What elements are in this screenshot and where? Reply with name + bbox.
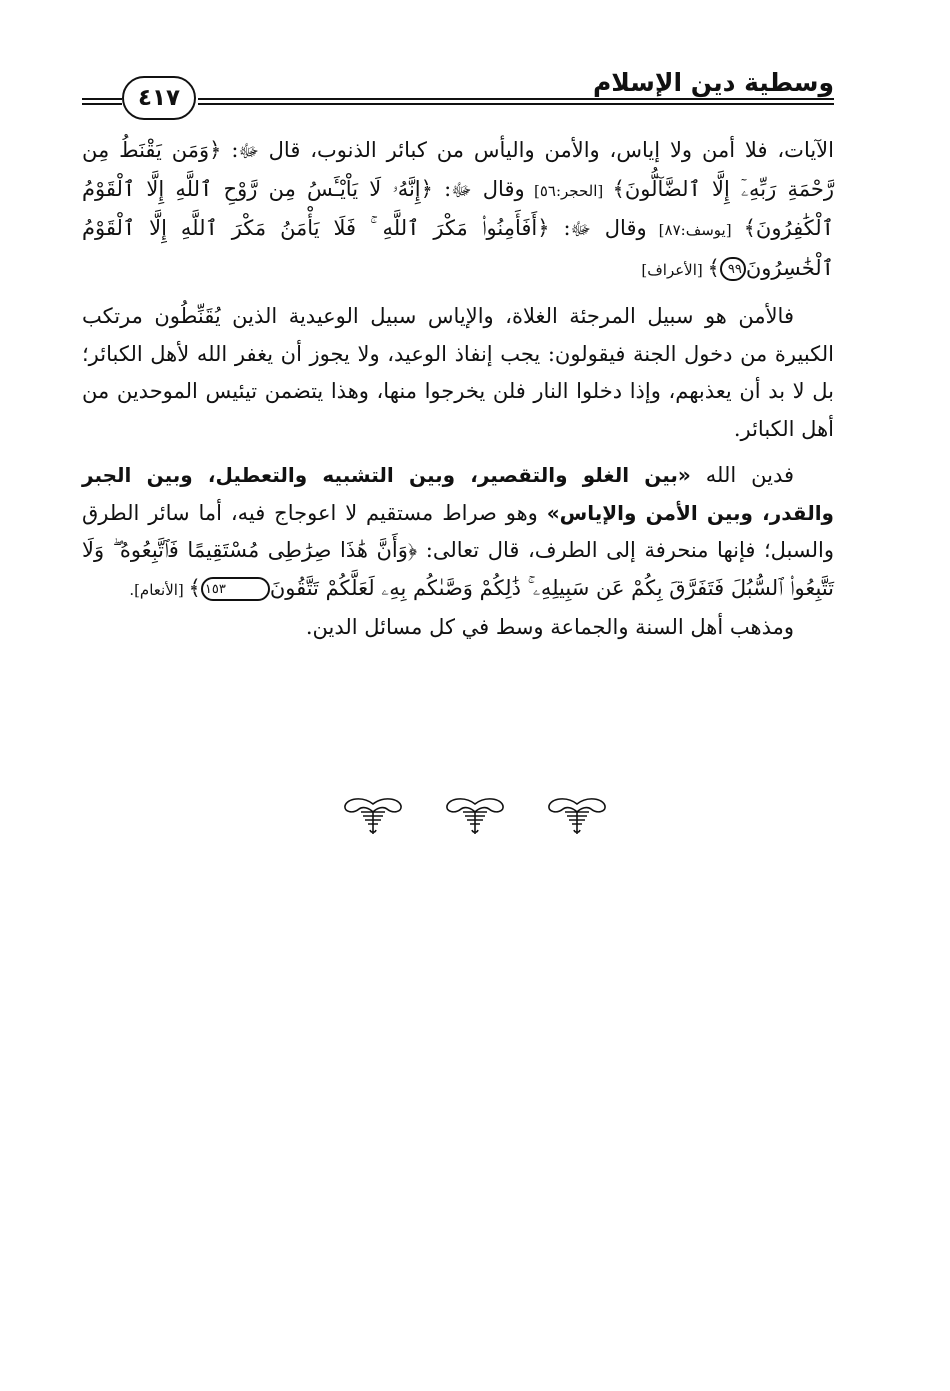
quran-verse: ﴿إِنَّهُۥ لَا يَاْيْـَٔسُ مِن رَّوْحِ ٱللَّهِ إِلَّا ٱلْقَوْمُ ٱلْكَٰفِرُونَ﴾: [82, 176, 834, 240]
header-rule: [82, 98, 122, 100]
text-run: فدين الله: [690, 463, 795, 487]
fleuron-icon: [443, 796, 507, 838]
header-rule: [198, 98, 834, 100]
ayah-number: ١٥٣: [201, 577, 270, 601]
quoted-text: «بين الغلو والتقصير، وبين التشبيه والتعطيل، وبين الجبر والقدر، وبين الأمن والإياس»: [82, 463, 834, 525]
text-run: :: [549, 216, 571, 240]
text-run: الآيات، فلا أمن ولا إياس، والأمن واليأس من كبائر الذنوب، قال: [258, 138, 834, 162]
paragraph: [82, 132, 834, 289]
text-run: :: [221, 138, 239, 162]
page-body: [82, 132, 834, 647]
header-rule: [82, 103, 122, 105]
header-title: وسطية دين الإسلام: [592, 68, 834, 97]
paragraph: [82, 609, 834, 647]
ayah-number: ٩٩: [720, 257, 746, 281]
text-run: فالأمن هو سبيل المرجئة الغلاة، والإياس سبيل الوعيدية الذين يُقَنِّطُون مرتكب الكبيرة من دخول الجنة فيقولون: يجب إنفاذ الوعيد، ولا يجوز أن يغفر الله لأهل الكبائر؛ بل لا بد أن يعذبهم، وإذا دخلوا النار فلن يخرجوا منها، وهذا يتضمن تيئيس الموحدين من أهل الكبائر.: [82, 304, 834, 441]
paragraph: [82, 298, 834, 448]
header-rule: [198, 103, 834, 105]
quran-verse: ﴾: [188, 575, 201, 600]
verse-reference: [الحجر:٥٦]: [524, 181, 613, 200]
paragraph: [82, 457, 834, 609]
text-run: وقال: [471, 176, 525, 201]
quran-verse: ﴿أَفَأَمِنُوا۟ مَكْرَ ٱللَّهِ ۚ فَلَا يَأْمَنُ مَكْرَ ٱللَّهِ إِلَّا ٱلْقَوْمُ ٱلْخَٰسِرُونَ: [82, 216, 834, 280]
honorific-symbol: ﷻ: [570, 219, 591, 240]
section-end-ornaments: [0, 796, 950, 838]
verse-reference: [يوسف:٨٧]: [646, 221, 744, 239]
quran-verse: ﴿وَمَن يَقْنَطُ مِن رَّحْمَةِ رَبِّهِۦٓ إِلَّا ٱلضَّآلُّونَ﴾: [82, 138, 835, 201]
text-run: وقال: [590, 216, 647, 240]
quran-verse: ﴿وَأَنَّ هَٰذَا صِرَٰطِى مُسْتَقِيمًا فَٱتَّبِعُوهُ ۖ وَلَا تَتَّبِعُوا۟ ٱلسُّبُلَ فَتَفَرَّقَ بِكُمْ عَن سَبِيلِهِۦ ۚ ذَٰلِكُمْ وَصَّىٰكُم بِهِۦ لَعَلَّكُمْ تَتَّقُونَ: [82, 538, 834, 600]
text-run: وهو صراط مستقيم لا اعوجاج فيه، أما سائر الطرق والسبل؛ فإنها منحرفة إلى الطرف، قال تعالى:: [82, 500, 834, 562]
honorific-symbol: ﷻ: [238, 141, 259, 162]
verse-reference: [الأعراف]: [641, 260, 708, 279]
quran-verse: ﴾: [707, 255, 720, 280]
page-number: ٤١٧: [122, 76, 196, 120]
honorific-symbol: ﷻ: [451, 179, 472, 201]
verse-reference: [الأنعام].: [129, 580, 189, 599]
fleuron-icon: [545, 796, 609, 838]
text-run: :: [432, 176, 452, 201]
running-header: [82, 64, 834, 124]
fleuron-icon: [341, 796, 405, 838]
text-run: ومذهب أهل السنة والجماعة وسط في كل مسائل الدين.: [305, 615, 794, 639]
